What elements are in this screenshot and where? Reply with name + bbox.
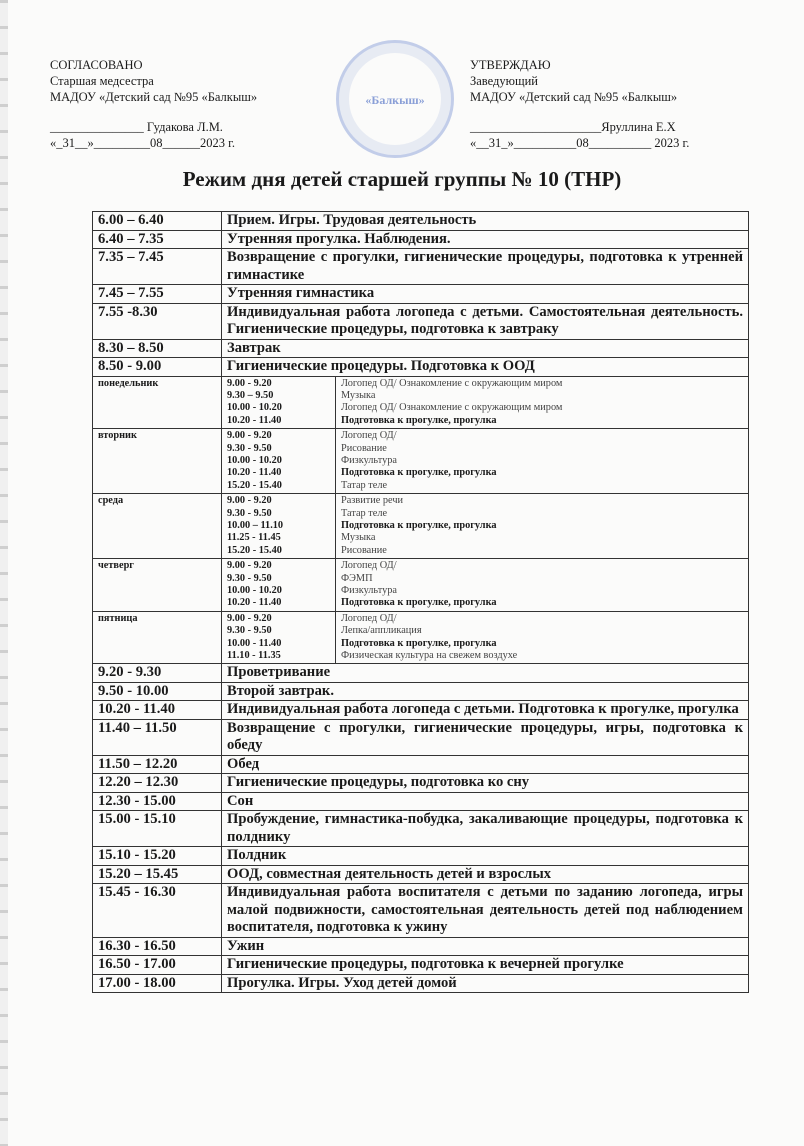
lesson-activity: Логопед ОД/ Ознакомление с окружающим миром — [341, 402, 563, 414]
schedule-row — [93, 974, 749, 993]
approval-heading: УТВЕРЖДАЮ — [470, 58, 551, 72]
approval-org: МАДОУ «Детский сад №95 «Балкыш» — [50, 90, 258, 104]
activity-cell: Возвращение с прогулки, гигиенические процедуры, игры, подготовка к обеду — [222, 719, 749, 755]
lesson-activity: Лепка/аппликация — [341, 625, 422, 637]
activity-cell: Завтрак — [222, 339, 749, 358]
time-cell: 10.20 - 11.40 — [93, 701, 222, 720]
activity-cell: Возвращение с прогулки, гигиенические процедуры, подготовка к утренней гимнастике — [222, 249, 749, 285]
schedule-row — [93, 884, 749, 938]
activity-cell: Полдник — [222, 847, 749, 866]
lesson-activity: Рисование — [341, 544, 387, 556]
approval-org: МАДОУ «Детский сад №95 «Балкыш» — [470, 90, 678, 104]
lesson-activity: Татар теле — [341, 479, 388, 491]
lesson-activity: Подготовка к прогулке, прогулка — [341, 414, 497, 426]
lesson-activity: Логопед ОД/ Ознакомление с окружающим миром — [341, 377, 563, 389]
schedule-row — [93, 847, 749, 866]
schedule-row — [93, 937, 749, 956]
schedule-row — [93, 865, 749, 884]
lesson-activity: Физкультура — [341, 585, 397, 596]
weekday-activities — [336, 376, 749, 429]
lesson-activity: Рисование — [341, 442, 387, 454]
schedule-row — [93, 358, 749, 377]
lesson-time: 9.30 - 9.50 — [227, 572, 272, 584]
lesson-activity: Подготовка к прогулке, прогулка — [341, 597, 497, 609]
time-cell: 15.20 – 15.45 — [93, 865, 222, 884]
lesson-time: 11.10 - 11.35 — [227, 650, 281, 662]
activity-cell: Второй завтрак. — [222, 682, 749, 701]
approval-date: «__31_»__________08__________ 2023 г. — [470, 136, 690, 150]
lesson-time: 9.00 - 9.20 — [227, 612, 272, 624]
time-cell: 9.50 - 10.00 — [93, 682, 222, 701]
activity-cell: Индивидуальная работа логопеда с детьми. Самостоятельная деятельность. Гигиенические процедуры, подготовка к завтраку — [222, 303, 749, 339]
schedule-row — [93, 285, 749, 304]
lesson-activity: Татар теле — [341, 507, 388, 519]
lesson-activity: Логопед ОД/ — [341, 560, 397, 572]
lesson-time: 9.00 - 9.20 — [227, 560, 272, 572]
activity-cell: Пробуждение, гимнастика-побудка, закаливающие процедуры, подготовка к полднику — [222, 811, 749, 847]
schedule-row — [93, 249, 749, 285]
activity-cell: Гигиенические процедуры, подготовка ко сну — [222, 774, 749, 793]
lesson-time: 11.25 - 11.45 — [227, 532, 281, 544]
stamp-text: «Балкыш» — [365, 93, 425, 107]
activity-cell: Утренняя гимнастика — [222, 285, 749, 304]
time-cell: 16.30 - 16.50 — [93, 937, 222, 956]
lesson-time: 10.00 - 10.20 — [227, 585, 282, 596]
time-cell: 17.00 - 18.00 — [93, 974, 222, 993]
weekday-label: четверг — [93, 559, 222, 612]
lesson-time: 9.00 - 9.20 — [227, 377, 272, 389]
time-cell: 9.20 - 9.30 — [93, 664, 222, 683]
time-cell: 12.30 - 15.00 — [93, 792, 222, 811]
schedule-row — [93, 774, 749, 793]
time-cell: 15.10 - 15.20 — [93, 847, 222, 866]
lesson-time: 10.20 - 11.40 — [227, 414, 282, 426]
time-cell: 15.45 - 16.30 — [93, 884, 222, 938]
lesson-time: 9.30 - 9.50 — [227, 507, 272, 519]
weekday-row — [93, 494, 749, 559]
weekday-times — [222, 376, 336, 429]
lesson-activity: Музыка — [341, 532, 376, 544]
activity-cell: Гигиенические процедуры, подготовка к вечерней прогулке — [222, 956, 749, 975]
time-cell: 15.00 - 15.10 — [93, 811, 222, 847]
lesson-time: 9.30 - 9.50 — [227, 442, 272, 454]
lesson-activity: Физическая культура на свежем воздухе — [341, 650, 518, 662]
weekday-label: понедельник — [93, 376, 222, 429]
schedule-row — [93, 303, 749, 339]
weekday-row — [93, 611, 749, 664]
schedule-row — [93, 792, 749, 811]
approval-position: Заведующий — [470, 74, 538, 88]
lesson-activity: Развитие речи — [341, 495, 404, 507]
approval-heading: СОГЛАСОВАНО — [50, 58, 143, 72]
activity-cell: Обед — [222, 755, 749, 774]
schedule-row — [93, 719, 749, 755]
weekday-times — [222, 429, 336, 494]
approval-position: Старшая медсестра — [50, 74, 154, 88]
schedule-row — [93, 701, 749, 720]
lesson-activity: Музыка — [341, 389, 376, 401]
activity-cell: ООД, совместная деятельность детей и взрослых — [222, 865, 749, 884]
official-stamp — [336, 40, 454, 158]
lesson-time: 9.30 - 9.50 — [227, 625, 272, 637]
time-cell: 7.55 -8.30 — [93, 303, 222, 339]
lesson-time: 15.20 - 15.40 — [227, 544, 282, 556]
lesson-activity: Подготовка к прогулке, прогулка — [341, 467, 497, 479]
time-cell: 8.50 - 9.00 — [93, 358, 222, 377]
lesson-activity: Физкультура — [341, 454, 397, 466]
activity-cell: Индивидуальная работа логопеда с детьми. Подготовка к прогулке, прогулка — [222, 701, 749, 720]
document-title: Режим дня детей старшей группы № 10 (ТНР) — [182, 167, 622, 191]
schedule-row — [93, 811, 749, 847]
approval-block-right — [470, 57, 689, 151]
schedule-row — [93, 230, 749, 249]
weekday-label: вторник — [93, 429, 222, 494]
activity-cell: Прием. Игры. Трудовая деятельность — [222, 212, 749, 231]
time-cell: 11.50 – 12.20 — [93, 755, 222, 774]
weekday-activities — [336, 611, 749, 664]
weekday-activities — [336, 494, 749, 559]
activity-cell: Сон — [222, 792, 749, 811]
activity-cell: Проветривание — [222, 664, 749, 683]
approval-date: «_31__»_________08______2023 г. — [50, 136, 235, 150]
time-cell: 6.40 – 7.35 — [93, 230, 222, 249]
activity-cell: Гигиенические процедуры. Подготовка к ООД — [222, 358, 749, 377]
schedule-row — [93, 956, 749, 975]
time-cell: 7.45 – 7.55 — [93, 285, 222, 304]
lesson-time: 10.20 - 11.40 — [227, 467, 282, 479]
lesson-time: 9.30 – 9.50 — [227, 389, 274, 401]
lesson-activity: Подготовка к прогулке, прогулка — [341, 519, 497, 531]
lesson-activity: ФЭМП — [341, 572, 373, 584]
time-cell: 12.20 – 12.30 — [93, 774, 222, 793]
schedule-row — [93, 664, 749, 683]
approval-signature: _______________ Гудакова Л.М. — [50, 120, 223, 134]
schedule-row — [93, 339, 749, 358]
lesson-time: 10.00 - 10.20 — [227, 454, 282, 466]
lesson-time: 10.00 – 11.10 — [227, 519, 284, 531]
schedule-row — [93, 755, 749, 774]
time-cell: 7.35 – 7.45 — [93, 249, 222, 285]
time-cell: 6.00 – 6.40 — [93, 212, 222, 231]
lesson-time: 10.00 - 10.20 — [227, 402, 282, 414]
activity-cell: Индивидуальная работа воспитателя с детьми по заданию логопеда, игры малой подвижности, самостоятельная деятельность детей под наблюдением воспитателя, подготовка к ужину — [222, 884, 749, 938]
weekday-row — [93, 559, 749, 612]
weekday-row — [93, 376, 749, 429]
time-cell: 8.30 – 8.50 — [93, 339, 222, 358]
activity-cell: Утренняя прогулка. Наблюдения. — [222, 230, 749, 249]
weekday-row — [93, 429, 749, 494]
weekday-times — [222, 559, 336, 612]
weekday-times — [222, 611, 336, 664]
schedule-row — [93, 682, 749, 701]
schedule-row — [93, 212, 749, 231]
weekday-label: пятница — [93, 611, 222, 664]
weekday-activities — [336, 429, 749, 494]
time-cell: 16.50 - 17.00 — [93, 956, 222, 975]
lesson-time: 9.00 - 9.20 — [227, 430, 272, 442]
lesson-activity: Подготовка к прогулке, прогулка — [341, 637, 497, 649]
approval-block-left — [50, 57, 257, 151]
time-cell: 11.40 – 11.50 — [93, 719, 222, 755]
activity-cell: Ужин — [222, 937, 749, 956]
weekday-activities — [336, 559, 749, 612]
lesson-activity: Логопед ОД/ — [341, 430, 397, 442]
weekday-label: среда — [93, 494, 222, 559]
lesson-time: 15.20 - 15.40 — [227, 479, 282, 491]
schedule-table — [92, 211, 749, 993]
approval-signature: _____________________Яруллина Е.Х — [470, 120, 676, 134]
lesson-time: 9.00 - 9.20 — [227, 495, 272, 507]
weekday-times — [222, 494, 336, 559]
lesson-time: 10.20 - 11.40 — [227, 597, 282, 609]
lesson-activity: Логопед ОД/ — [341, 612, 397, 624]
activity-cell: Прогулка. Игры. Уход детей домой — [222, 974, 749, 993]
lesson-time: 10.00 - 11.40 — [227, 637, 282, 649]
